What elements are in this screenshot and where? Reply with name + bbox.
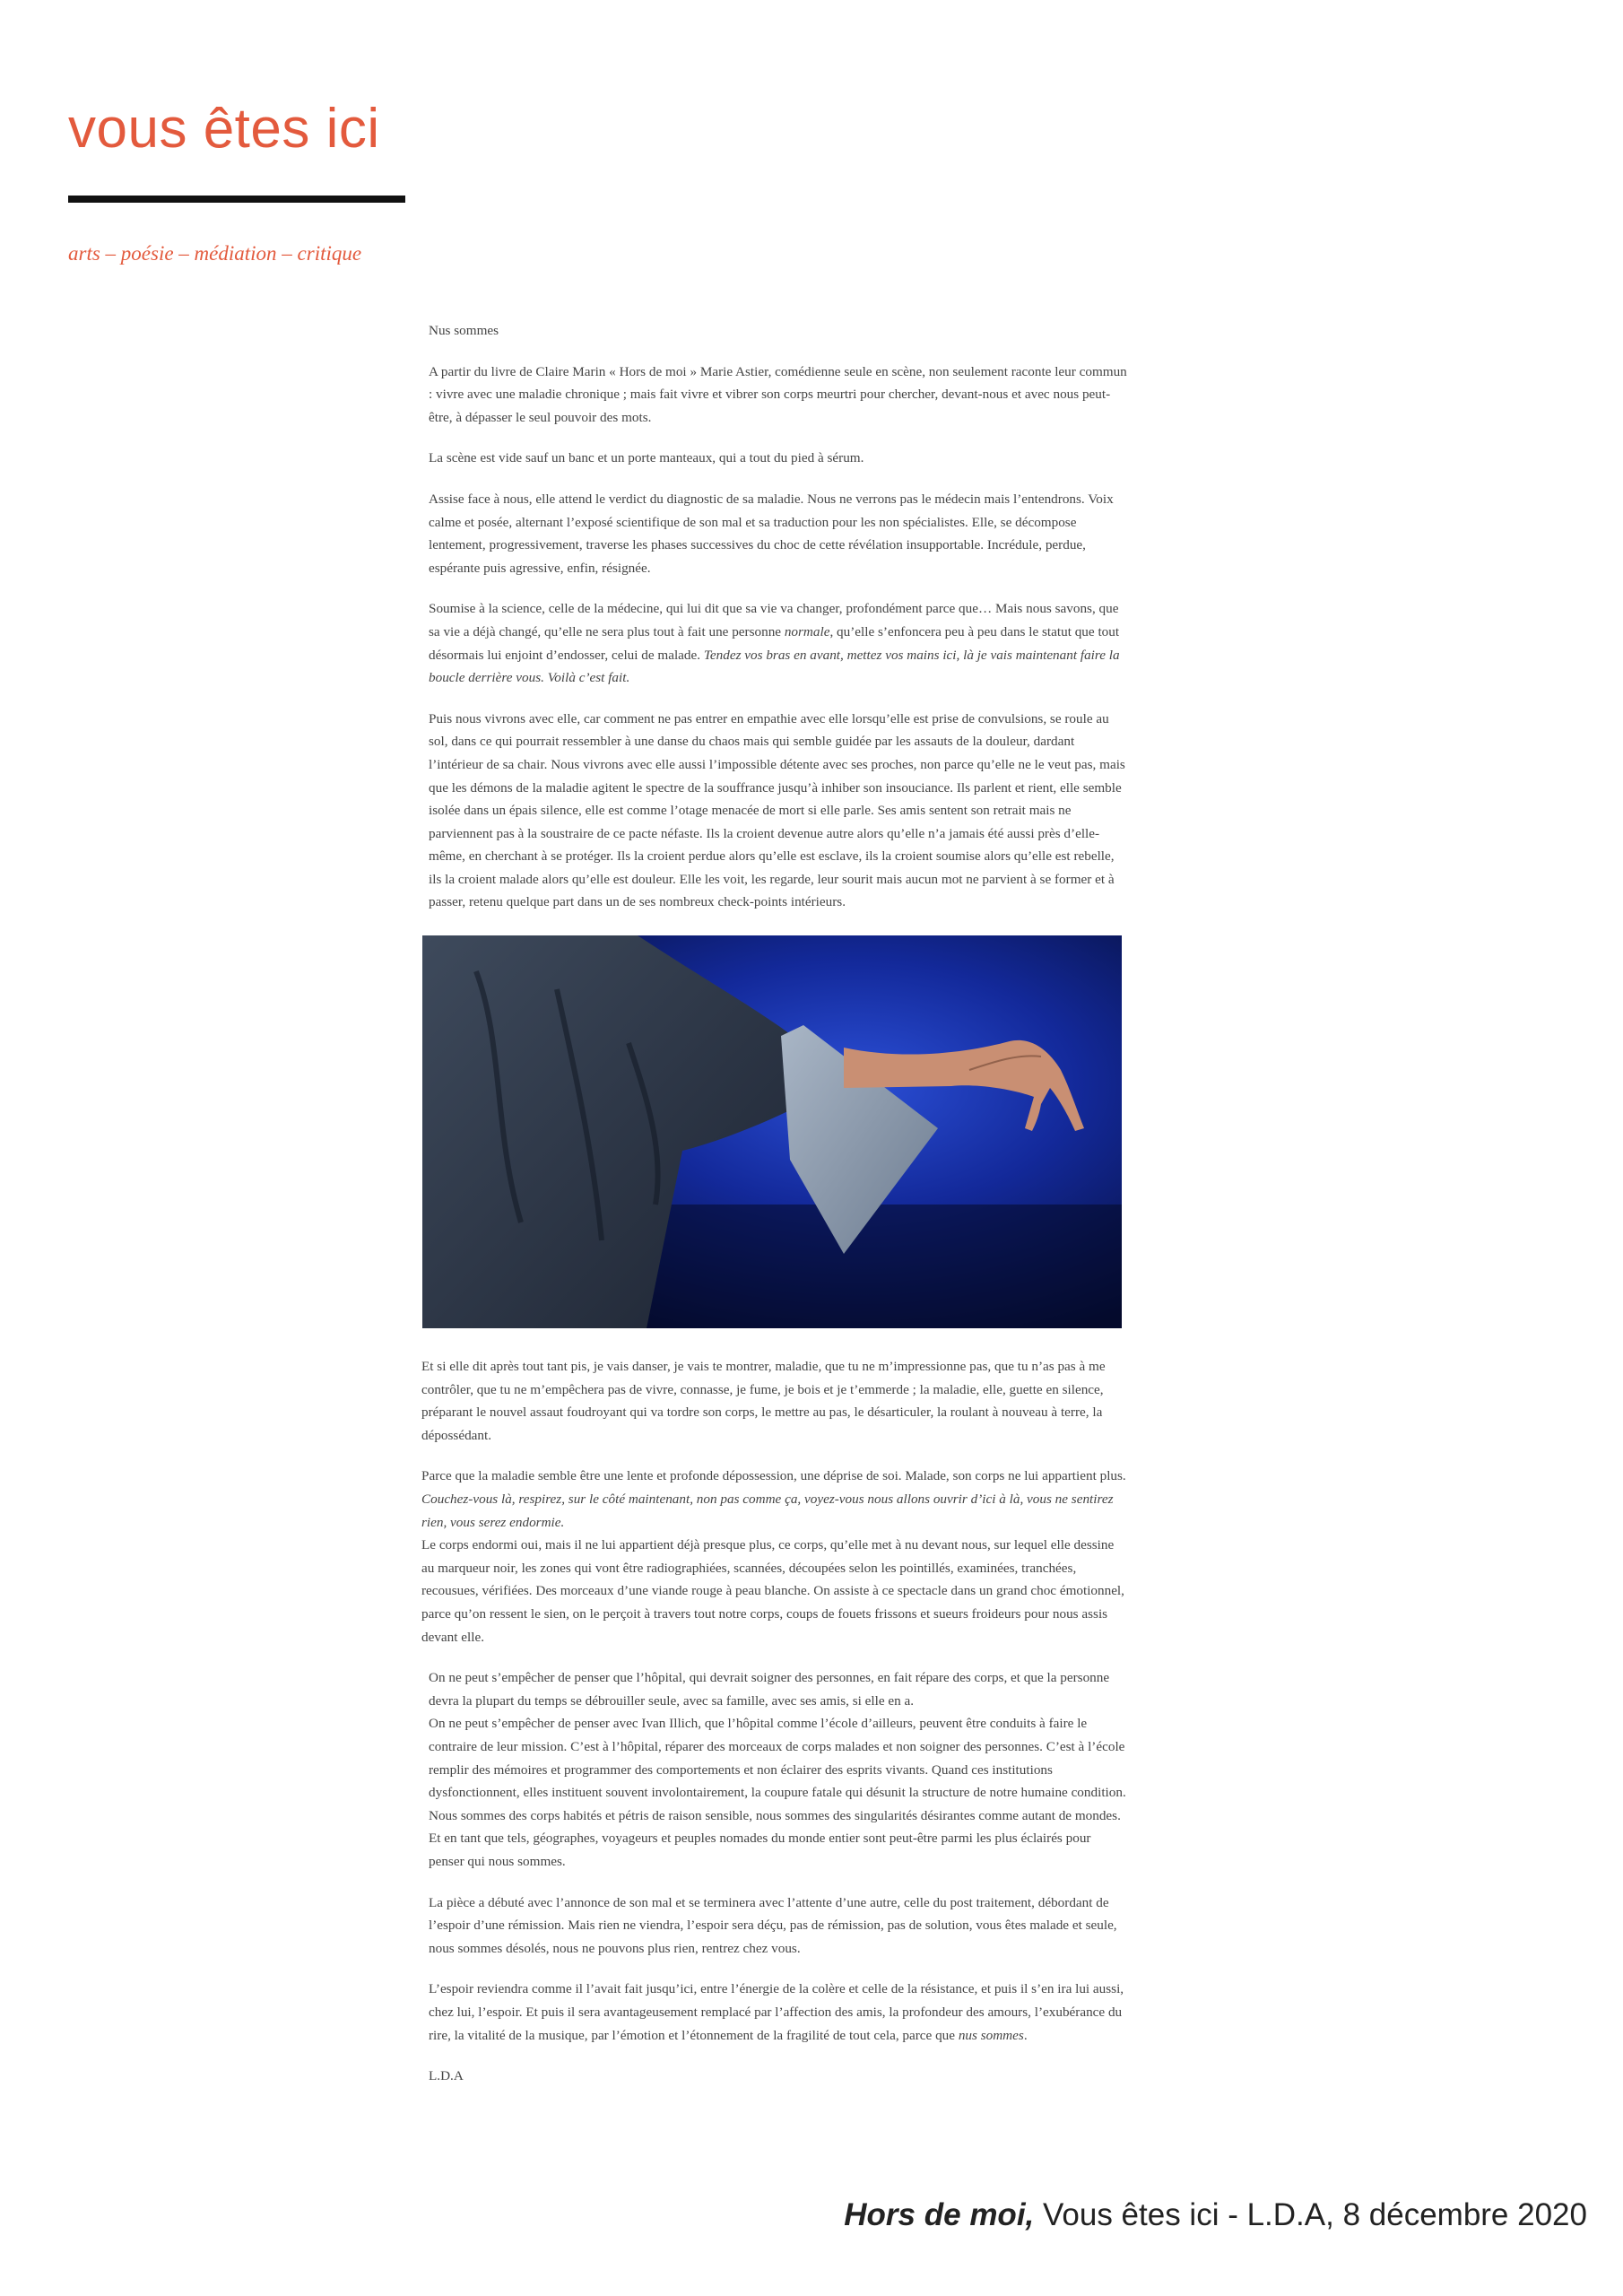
article-paragraph (429, 1978, 1128, 2047)
article-body (421, 319, 1128, 2106)
caption-details: Vous êtes ici - L.D.A, 8 décembre 2020 (1034, 2197, 1587, 2232)
title-divider (68, 196, 405, 203)
text-run: Soumise à la science, celle de la médecine, qui lui dit que sa vie va changer, profondément parce que… Mais nous savons, que sa vie a déjà changé, qu’elle ne sera plus tout à fait une personne (429, 601, 1119, 639)
article-paragraph: La pièce a débuté avec l’annonce de son mal et se terminera avec l’attente d’une autre, celle du post traitement, débordant de l’espoir d’une rémission. Mais rien ne viendra, l’espoir sera déçu, pas de rémission, pas de solution, vous êtes malade et seule, nous sommes désolés, nous ne pouvons plus rien, rentrez chez vous. (429, 1894, 1117, 1956)
article-paragraph: La scène est vide sauf un banc et un porte manteaux, qui a tout du pied à sérum. (429, 450, 864, 466)
text-run: . (1023, 2027, 1028, 2043)
quoted-speech: Couchez-vous là, respirez, sur le côté maintenant, non pas comme ça, voyez-vous nous allons ouvrir d’ici à là, vous ne sentirez rien, vous serez endormie. (421, 1492, 1114, 1530)
author-signature: L.D.A (429, 2068, 464, 2084)
text-run: L’espoir reviendra comme il l’avait fait jusqu’ici, entre l’énergie de la colère et celle de la résistance, et puis il s’en ira lui aussi, chez lui, l’espoir. Et puis il sera avantageusement remplacé par l’affection des amis, la profondeur des amours, l’exubérance du rire, la vitalité de la musique, par l’émotion et l’étonnement de la fragilité de tout cela, parce que (429, 1981, 1124, 2043)
caption-work-title: Hors de moi, (844, 2197, 1035, 2232)
quoted-speech: Tendez vos bras en avant, mettez vos mains ici, là je vais maintenant faire la boucle derrière vous. Voilà c’est fait. (429, 647, 1120, 686)
emphasis-text: nus sommes (958, 2027, 1024, 2043)
site-title[interactable]: vous êtes ici (68, 98, 380, 160)
article-paragraph: Puis nous vivrons avec elle, car comment ne pas entrer en empathie avec elle lorsqu’elle est prise de convulsions, se roule au sol, dans ce qui pourrait ressembler à une danse du chaos mais qui semble guidée par les assauts de la douleur, dardant l’intérieur de sa chair. Nous vivrons avec elle aussi l’impossible détente avec ses proches, non parce qu’elle ne le veut pas, mais que les démons de la maladie agitent le spectre de la souffrance jusqu’à inhiber son insouciance. Ils parlent et rient, elle semble isolée dans un épais silence, elle est comme l’otage menacée de mort si elle parle. Ses amis sentent son retrait mais ne parviennent pas à la soustraire de ce pacte néfaste. Ils la croient devenue autre alors qu’elle n’a jamais été aussi près d’elle-même, en cherchant à se protéger. Ils la croient perdue alors qu’elle est esclave, ils la croient soumise alors qu’elle est rebelle, ils la croient malade alors qu’elle est douleur. Elle les voit, les regarde, leur sourit mais aucun mot ne parvient à se former et à passer, retenu quelque part dans un de ses nombreux check-points intérieurs. (429, 710, 1125, 910)
emphasis-text: normale (784, 623, 830, 639)
text-run: , qu’elle s’enfoncera peu à peu dans le statut que tout désormais lui enjoint d’endosser, celui de malade. (429, 623, 1120, 663)
text-run: On ne peut s’empêcher de penser que l’hôpital, qui devrait soigner des personnes, en fait répare des corps, et que la personne devra la plupart du temps se débrouiller seule, avec sa famille, avec ses amis, si elle en a. (429, 1670, 1110, 1709)
performance-photo (422, 935, 1122, 1328)
text-run: On ne peut s’empêcher de penser avec Ivan Illich, que l’hôpital comme l’école d’ailleurs, peuvent être conduits à faire le contraire de leur mission. C’est à l’hôpital, réparer des morceaux de corps malades et non soigner des personnes. C’est à l’école remplir des mémoires et programmer des comportements et non éclairer des esprits vivants. Quand ces institutions dysfonctionnent, elles instituent souvent involontairement, la coupure fatale qui désunit la structure de notre humaine condition. Nous sommes des corps habités et pétris de raison sensible, nous sommes des singularités désirantes comme autant de mondes. Et en tant que tels, géographes, voyageurs et peuples nomades du monde entier sont peut-être parmi les plus éclairés pour penser qui nous sommes. (429, 1716, 1126, 1869)
article-paragraph: Assise face à nous, elle attend le verdict du diagnostic de sa maladie. Nous ne verrons pas le médecin mais l’entendrons. Voix calme et posée, alternant l’exposé scientifique de son mal et sa traduction pour les non spécialistes. Elle, se décompose lentement, progressivement, traverse les phases successives du choc de cette révélation insupportable. Incrédule, perdue, espérante puis agressive, enfin, résignée. (429, 491, 1114, 576)
text-run: Le corps endormi oui, mais il ne lui appartient déjà presque plus, ce corps, qu’elle met à nu devant nous, sur lequel elle dessine au marqueur noir, les zones qui vont être radiographiées, scannées, découpées selon les pointillés, examinées, tranchées, recousues, vérifiées. Des morceaux d’une viande rouge à peau blanche. On assiste à ce spectacle dans un grand choc émotionnel, parce qu’on ressent le sien, on le perçoit à travers tout notre corps, coups de fouets frissons et sueurs froideurs pour nous assis devant elle. (421, 1537, 1124, 1645)
article-paragraph: A partir du livre de Claire Marin « Hors de moi » Marie Astier, comédienne seule en scène, non seulement raconte leur commun : vivre avec une maladie chronique ; mais fait vivre et vibrer son corps meurtri pour chercher, devant-nous et avec nous peut-être, à dépasser le seul pouvoir des mots. (429, 363, 1127, 425)
text-run: Parce que la maladie semble être une lente et profonde dépossession, une déprise de soi. Malade, son corps ne lui appartient plus. (421, 1468, 1126, 1484)
site-tagline: arts – poésie – médiation – critique (68, 242, 362, 265)
article-paragraph (421, 1465, 1128, 1648)
source-caption (844, 2197, 1587, 2233)
article-paragraph: Nus sommes (429, 323, 499, 338)
article-paragraph (429, 597, 1128, 689)
article-paragraph (429, 1666, 1128, 1873)
article-paragraph: Et si elle dit après tout tant pis, je vais danser, je vais te montrer, maladie, que tu ne m’impressionne pas, que tu n’as pas à me contrôler, que tu ne m’empêchera pas de vivre, connasse, je fume, je bois et je t’emmerde ; la maladie, elle, guette en silence, préparant le nouvel assaut foudroyant qui va tordre son corps, le mettre au pas, le désarticuler, la roulant à nouveau à terre, la dépossédant. (421, 1359, 1106, 1443)
